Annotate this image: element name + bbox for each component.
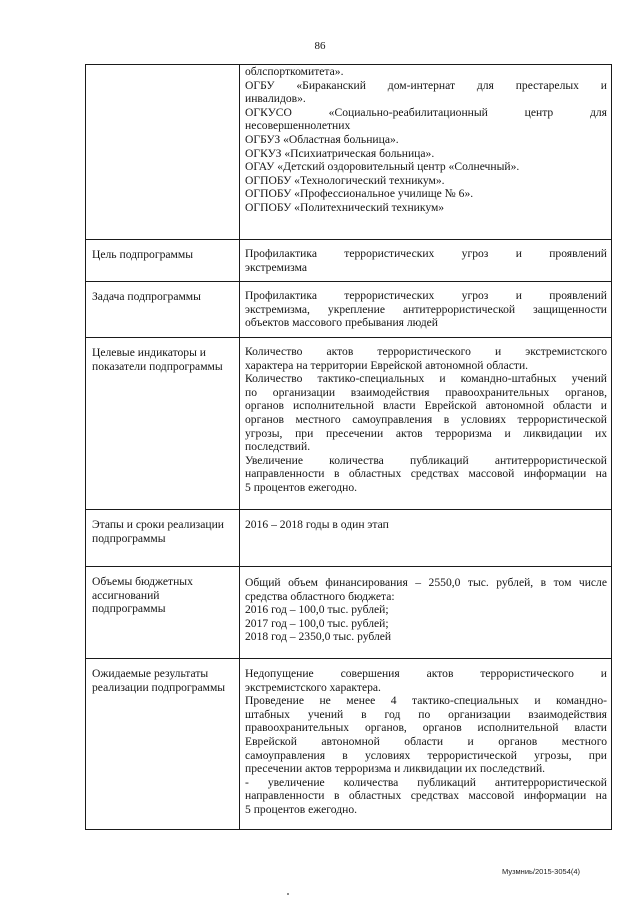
row-value <box>240 510 612 567</box>
document-footer-reference: Музмниь/2015-3054(4) <box>502 867 581 876</box>
row-value <box>240 65 612 240</box>
text-line: штабных учений в год по организации взаимодействия <box>245 707 607 721</box>
text-line: ОГПОБУ «Профессиональное училище № 6». <box>245 187 474 201</box>
text-line: Профилактика террористических угроз и проявлений <box>245 289 607 302</box>
text-line: 2016 год – 100,0 тыс. рублей; <box>245 603 389 617</box>
scan-speck <box>287 893 289 895</box>
table-row-executors-continued <box>86 65 612 240</box>
row-label: Ожидаемые результаты реализации подпрограммы <box>86 659 240 830</box>
row-label-empty <box>86 65 240 240</box>
text-line: ОГПОБУ «Политехнический техникум» <box>245 200 445 214</box>
row-label: Объемы бюджетных ассигнований подпрограммы <box>86 567 240 659</box>
text-line: пресечении актов терроризма и ликвидации их последствий. <box>245 762 546 776</box>
text-line: правоохранительных органов, органов исполнительной власти <box>245 721 607 735</box>
text-line: самоуправления в условиях террористической угрозы, при <box>245 748 607 762</box>
text-line: ОГБУЗ «Областная больница». <box>245 132 399 146</box>
text-line: ОГБУ «Бираканский дом-интернат для престарелых и <box>245 78 607 92</box>
text-line: Количество актов террористического и экстремистского <box>245 345 607 358</box>
text-line: экстремизма <box>245 260 307 274</box>
text-line: Профилактика террористических угроз и проявлений <box>245 247 607 260</box>
text-line: 2018 год – 2350,0 тыс. рублей <box>245 630 392 644</box>
text-line: 5 процентов ежегодно. <box>245 480 358 494</box>
text-line: экстремизма, укрепление антитеррористической защищенности <box>245 302 607 316</box>
table-row-stages <box>86 510 612 567</box>
table-row-goal <box>86 240 612 282</box>
text-line: направленности в областных средствах массовой информации на <box>245 467 607 481</box>
row-value <box>240 338 612 510</box>
text-line: 5 процентов ежегодно. <box>245 802 358 816</box>
page-number: 86 <box>314 40 326 52</box>
text-line: инвалидов». <box>245 92 306 106</box>
text-line: ОГАУ «Детский оздоровительный центр «Солнечный». <box>245 160 520 174</box>
text-line: Недопущение совершения актов террористического и <box>245 667 607 680</box>
text-line: по организации взаимодействия правоохранительных органов, <box>245 385 607 399</box>
row-value <box>240 240 612 282</box>
row-label: Этапы и сроки реализации подпрограммы <box>86 510 240 567</box>
text-line: Увеличение количества публикаций антитеррористической <box>245 453 607 467</box>
table-row-expected-results <box>86 659 612 830</box>
text-line: экстремистского характера. <box>245 680 381 694</box>
row-value <box>240 659 612 830</box>
text-line: органов исполнительной власти Еврейской автономной области и <box>245 399 607 413</box>
text-line: ОГПОБУ «Технологический техникум». <box>245 173 445 187</box>
text-line: характера на территории Еврейской автономной области. <box>245 358 529 372</box>
text-line: Количество тактико-специальных и командно-штабных учений <box>245 372 607 386</box>
text-line: Еврейской автономной области и органов местного <box>245 734 607 748</box>
text-line: Проведение не менее 4 тактико-специальных и командно- <box>245 694 607 708</box>
table-row-indicators <box>86 338 612 510</box>
row-value <box>240 567 612 659</box>
text-line: несовершеннолетних <box>245 119 351 133</box>
text-line: средства областного бюджета: <box>245 589 395 603</box>
text-line: последствий. <box>245 440 311 454</box>
table-row-task <box>86 282 612 338</box>
row-label: Цель подпрограммы <box>86 240 240 282</box>
text-line: объектов массового пребывания людей <box>245 316 439 330</box>
text-line: органов местного самоуправления в условиях террористической <box>245 412 607 426</box>
text-line: ОГКУЗ «Психиатрическая больница». <box>245 146 435 160</box>
text-line: Общий объем финансирования – 2550,0 тыс. рублей, в том числе <box>245 576 607 589</box>
text-line: ОГКУСО «Социально-реабилитационный центр для <box>245 105 607 119</box>
text-line: - увеличение количества публикаций антитеррористической <box>245 775 607 789</box>
table-row-budget <box>86 567 612 659</box>
text-line: направленности в областных средствах массовой информации на <box>245 789 607 803</box>
text-line: 2016 – 2018 годы в один этап <box>245 518 389 531</box>
text-line: угрозы, при пресечении актов терроризма и ликвидации их <box>245 426 607 440</box>
row-label: Целевые индикаторы и показатели подпрограммы <box>86 338 240 510</box>
row-label: Задача подпрограммы <box>86 282 240 338</box>
text-line: 2017 год – 100,0 тыс. рублей; <box>245 616 389 630</box>
subprogram-passport-table <box>85 64 612 830</box>
text-line: облспорткомитета». <box>245 65 344 78</box>
row-value <box>240 282 612 338</box>
